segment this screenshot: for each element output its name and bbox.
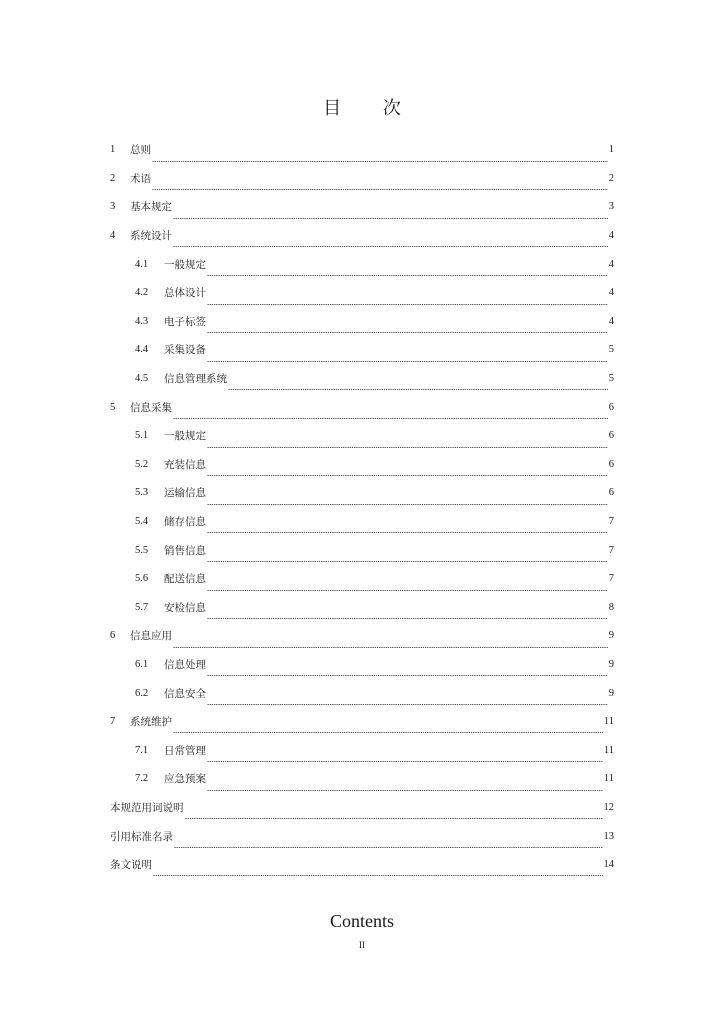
toc-entry-label: 电子标签	[164, 315, 206, 328]
toc-dot-leader	[152, 189, 608, 190]
toc-entry-number: 5.2	[135, 458, 149, 470]
toc-dot-leader	[152, 161, 608, 162]
toc-dot-leader	[207, 790, 603, 791]
toc-entry-number: 7	[110, 716, 116, 728]
toc-entry-label: 运输信息	[164, 487, 206, 500]
toc-entry[interactable]	[110, 794, 614, 823]
toc-entry-page: 8	[608, 601, 614, 613]
toc-entry[interactable]	[110, 165, 614, 194]
toc-entry-label: 本规范用词说明	[110, 801, 184, 814]
toc-entry-number: 7.2	[135, 773, 149, 785]
toc-entry-page: 7	[608, 516, 614, 528]
toc-dot-leader	[173, 647, 608, 648]
toc-entry-label: 基本规定	[130, 201, 172, 214]
toc-entry-label: 采集设备	[164, 344, 206, 357]
toc-entry-page: 9	[608, 687, 614, 699]
toc-entry-label: 应急预案	[164, 773, 206, 786]
toc-entry-label: 一般规定	[164, 258, 206, 271]
toc-entry[interactable]	[110, 136, 614, 165]
toc-entry-page: 2	[608, 172, 614, 184]
toc-entry[interactable]	[110, 222, 614, 251]
toc-dot-leader	[153, 875, 603, 876]
toc-entry[interactable]	[110, 250, 614, 279]
toc-entry-label: 储存信息	[164, 516, 206, 529]
toc-entry-label: 信息处理	[164, 658, 206, 671]
toc-entry-page: 7	[608, 573, 614, 585]
toc-entry-number: 5.1	[135, 430, 149, 442]
toc-entry-page: 5	[608, 344, 614, 356]
toc-entry-page: 9	[608, 658, 614, 670]
toc-entry-number: 4	[110, 230, 116, 242]
toc-entry-number: 1	[110, 144, 116, 156]
toc-entry-number: 6	[110, 630, 116, 642]
toc-dot-leader	[207, 332, 608, 333]
page-title: 目 次	[323, 98, 419, 119]
toc-entry[interactable]	[110, 765, 614, 794]
toc-dot-leader	[185, 818, 603, 819]
toc-entry-number: 3	[110, 201, 116, 213]
toc-entry-number: 4.3	[135, 315, 149, 327]
page-number-footer: II	[359, 940, 365, 950]
toc-entry-page: 4	[608, 315, 614, 327]
toc-entry-label: 信息管理系统	[164, 373, 227, 386]
toc-dot-leader	[207, 361, 608, 362]
toc-entry-page: 5	[608, 373, 614, 385]
toc-entry-number: 5.4	[135, 516, 149, 528]
toc-entry-page: 12	[603, 801, 614, 813]
toc-entry-label: 总体设计	[164, 287, 206, 300]
toc-dot-leader	[207, 532, 608, 533]
toc-entry[interactable]	[110, 851, 614, 880]
toc-entry[interactable]	[110, 308, 614, 337]
toc-dot-leader	[173, 418, 608, 419]
toc-entry[interactable]	[110, 651, 614, 680]
toc-entry-number: 4.5	[135, 373, 149, 385]
toc-entry[interactable]	[110, 479, 614, 508]
toc-entry-number: 5.6	[135, 573, 149, 585]
toc-entry[interactable]	[110, 365, 614, 394]
toc-entry-label: 信息应用	[130, 630, 172, 643]
toc-entry[interactable]	[110, 736, 614, 765]
toc-entry[interactable]	[110, 822, 614, 851]
toc-entry-number: 7.1	[135, 744, 149, 756]
toc-dot-leader	[207, 504, 608, 505]
toc-entry[interactable]	[110, 193, 614, 222]
toc-entry[interactable]	[110, 451, 614, 480]
toc-dot-leader	[207, 561, 608, 562]
toc-entry[interactable]	[110, 536, 614, 565]
toc-entry-label: 信息采集	[130, 401, 172, 414]
toc-entry-label: 系统维护	[130, 716, 172, 729]
toc-dot-leader	[207, 475, 608, 476]
toc-dot-leader	[207, 761, 603, 762]
toc-entry-number: 5.3	[135, 487, 149, 499]
toc-entry[interactable]	[110, 393, 614, 422]
toc-entry-label: 总则	[130, 144, 151, 157]
toc-entry[interactable]	[110, 422, 614, 451]
toc-entry-label: 销售信息	[164, 544, 206, 557]
toc-dot-leader	[173, 218, 608, 219]
toc-dot-leader	[207, 447, 608, 448]
contents-heading: Contents	[329, 911, 394, 931]
toc-entry-label: 系统设计	[130, 230, 172, 243]
toc-dot-leader	[207, 304, 608, 305]
toc-entry-page: 6	[608, 401, 614, 413]
toc-entry-number: 2	[110, 172, 116, 184]
toc-entry-number: 5.7	[135, 601, 149, 613]
toc-entry-page: 6	[608, 487, 614, 499]
toc-entry-page: 7	[608, 544, 614, 556]
toc-entry-page: 13	[603, 830, 614, 842]
toc-entry[interactable]	[110, 594, 614, 623]
toc-entry[interactable]	[110, 708, 614, 737]
toc-entry-number: 6.2	[135, 687, 149, 699]
toc-dot-leader	[207, 275, 608, 276]
toc-entry-number: 4.4	[135, 344, 149, 356]
toc-entry-page: 11	[603, 773, 614, 785]
toc-dot-leader	[207, 590, 608, 591]
toc-dot-leader	[228, 389, 608, 390]
toc-dot-leader	[207, 618, 608, 619]
toc-entry[interactable]	[110, 336, 614, 365]
toc-entry-label: 术语	[130, 172, 151, 185]
toc-dot-leader	[207, 704, 608, 705]
toc-entry-page: 4	[608, 230, 614, 242]
toc-entry-page: 9	[608, 630, 614, 642]
toc-entry-page: 1	[608, 144, 614, 156]
toc-entry-page: 4	[608, 258, 614, 270]
toc-entry-number: 5	[110, 401, 116, 413]
toc-dot-leader	[207, 675, 608, 676]
toc-entry-page: 14	[603, 859, 614, 871]
toc-entry-page: 11	[603, 716, 614, 728]
toc-entry-page: 6	[608, 458, 614, 470]
toc-entry-page: 3	[608, 201, 614, 213]
toc-dot-leader	[173, 732, 603, 733]
toc-entry[interactable]	[110, 679, 614, 708]
toc-entry-page: 4	[608, 287, 614, 299]
toc-entry-number: 4.1	[135, 258, 149, 270]
toc-entry-label: 日常管理	[164, 744, 206, 757]
toc-entry[interactable]	[110, 508, 614, 537]
toc-entry-page: 6	[608, 430, 614, 442]
toc-dot-leader	[174, 847, 603, 848]
toc-entry-number: 6.1	[135, 658, 149, 670]
toc-entry[interactable]	[110, 279, 614, 308]
toc-entry-label: 充装信息	[164, 458, 206, 471]
toc-entry-label: 一般规定	[164, 430, 206, 443]
toc-entry[interactable]	[110, 565, 614, 594]
toc-entry-label: 引用标准名录	[110, 830, 173, 843]
table-of-contents	[110, 136, 614, 879]
toc-entry-label: 配送信息	[164, 573, 206, 586]
toc-dot-leader	[173, 246, 608, 247]
toc-entry[interactable]	[110, 622, 614, 651]
toc-entry-label: 信息安全	[164, 687, 206, 700]
toc-entry-page: 11	[603, 744, 614, 756]
toc-entry-label: 条文说明	[110, 859, 152, 872]
toc-entry-number: 5.5	[135, 544, 149, 556]
toc-entry-number: 4.2	[135, 287, 149, 299]
toc-entry-label: 安检信息	[164, 601, 206, 614]
